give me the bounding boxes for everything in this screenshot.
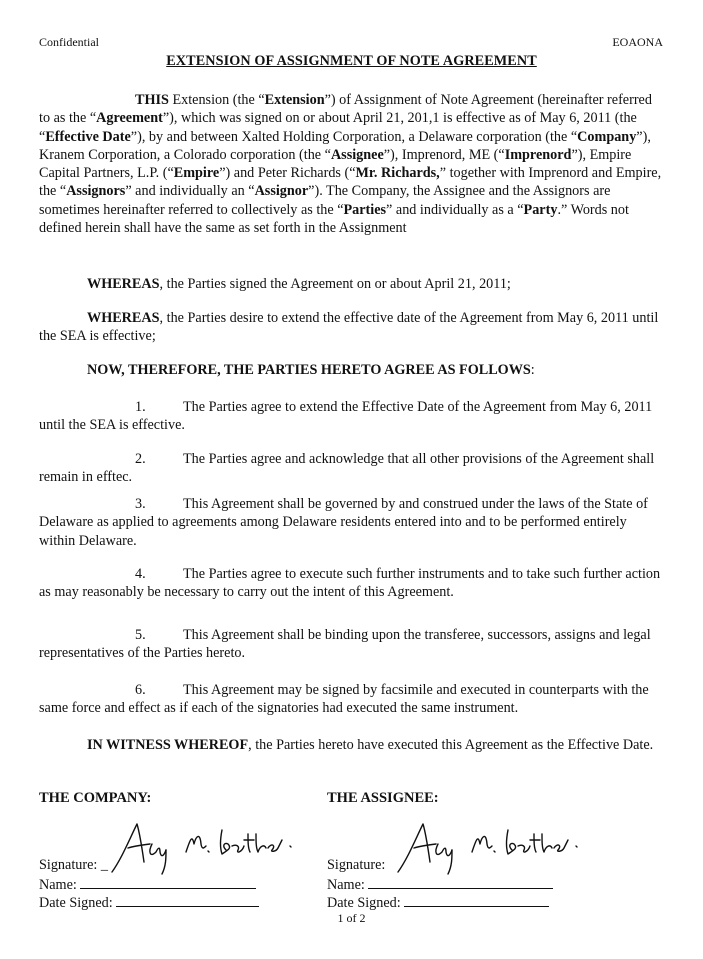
intro-text: ”), Imprenord, ME (“ bbox=[383, 146, 505, 163]
company-signature-field[interactable]: Signature: _ bbox=[39, 857, 108, 873]
witness-lead: IN WITNESS WHEREOF bbox=[87, 737, 249, 753]
confidential-label: Confidential bbox=[39, 35, 99, 49]
witness-text: , the Parties hereto have executed this Agreement as the Effective Date. bbox=[248, 737, 654, 753]
clause-2 bbox=[39, 450, 665, 487]
company-name-field[interactable]: Name: bbox=[39, 876, 256, 894]
clause-5 bbox=[39, 626, 665, 663]
defined-term: Effective Date bbox=[45, 128, 131, 145]
witness-paragraph bbox=[39, 736, 665, 754]
clause-3 bbox=[39, 495, 665, 550]
defined-term: Imprenord bbox=[504, 146, 572, 163]
clause-text: This Agreement shall be governed by and construed under the laws of the State of Delaware as applied to agreements among Delaware residents entered into and to be performed entirely within Delaware. bbox=[39, 496, 648, 549]
clause-number: 4. bbox=[135, 566, 146, 582]
now-therefore-lead: NOW, THEREFORE, THE PARTIES HERETO AGREE AS FOLLOWS bbox=[87, 362, 531, 378]
clause-number: 2. bbox=[135, 451, 146, 467]
document-code: EOAONA bbox=[612, 35, 663, 49]
assignee-handwritten-signature bbox=[390, 818, 580, 880]
intro-text: ” together with Imprenord and Empire, the “ bbox=[39, 165, 662, 200]
intro-text: ”). The Company, the Assignee and the Assignors are sometimes hereinafter referred to collectively as the “ bbox=[39, 183, 611, 218]
defined-term: Parties bbox=[343, 201, 387, 218]
assignee-name-field[interactable]: Name: bbox=[327, 876, 553, 894]
clause-number: 5. bbox=[135, 627, 146, 643]
defined-term: Assignee bbox=[330, 146, 384, 163]
whereas-lead: WHEREAS bbox=[87, 310, 160, 326]
intro-text: ”), Empire Capital Partners, L.P. (“ bbox=[39, 146, 632, 182]
defined-term: Extension bbox=[264, 92, 325, 108]
clause-text: The Parties agree to execute such further instruments and to take such further action as may reasonably be necessary to carry out the intent of this Agreement. bbox=[39, 566, 661, 601]
intro-text: ”), Kranem Corporation, a Colorado corporation (the “ bbox=[39, 128, 651, 163]
clause-6 bbox=[39, 681, 665, 718]
whereas-text: , the Parties desire to extend the effective date of the Agreement from May 6, 2011 until the SEA is effective; bbox=[39, 310, 659, 345]
clause-text: The Parties agree to extend the Effective Date of the Agreement from May 6, 2011 until the SEA is effective. bbox=[39, 399, 653, 434]
intro-text: .” Words not defined herein shall have the same as set forth in the Assignment bbox=[39, 201, 629, 237]
defined-term: THIS bbox=[135, 92, 169, 108]
intro-text: ” and individually as a “ bbox=[386, 201, 524, 218]
assignee-signature-field[interactable]: Signature: bbox=[327, 857, 386, 873]
defined-term: Agreement bbox=[96, 110, 163, 127]
defined-term: Mr. Richards, bbox=[355, 165, 440, 182]
company-handwritten-signature bbox=[104, 818, 294, 880]
page-number: 1 of 2 bbox=[337, 911, 366, 925]
clause-text: This Agreement may be signed by facsimile and executed in counterparts with the same force and effect as if each of the signatories had executed the same instrument. bbox=[39, 682, 649, 717]
clause-text: The Parties agree and acknowledge that all other provisions of the Agreement shall remain in efftec. bbox=[39, 451, 655, 486]
intro-text: ”), by and between Xalted Holding Corporation, a Delaware corporation (the “ bbox=[130, 128, 578, 145]
clause-number: 1. bbox=[135, 399, 146, 415]
clause-number: 3. bbox=[135, 496, 146, 512]
intro-text: ” and individually an “ bbox=[125, 183, 255, 200]
document-title: EXTENSION OF ASSIGNMENT OF NOTE AGREEMENT bbox=[166, 53, 537, 69]
defined-term: Empire bbox=[173, 165, 220, 182]
whereas-lead: WHEREAS bbox=[87, 276, 160, 292]
whereas-paragraph-1 bbox=[39, 275, 665, 293]
intro-text: Extension (the “ bbox=[168, 92, 265, 108]
intro-paragraph bbox=[39, 91, 665, 237]
defined-term: Party bbox=[523, 201, 558, 218]
assignee-heading: THE ASSIGNEE: bbox=[327, 790, 439, 806]
clause-number: 6. bbox=[135, 682, 146, 698]
defined-term: Assignor bbox=[254, 183, 309, 200]
defined-term: Assignors bbox=[66, 183, 126, 200]
clause-4 bbox=[39, 565, 665, 602]
intro-text: ”) of Assignment of Note Agreement (hereinafter referred to as the “ bbox=[39, 92, 652, 127]
defined-term: Company bbox=[577, 128, 637, 145]
assignee-date-field[interactable]: Date Signed: bbox=[327, 894, 549, 912]
intro-text: ”), which was signed on or about April 21, 201,1 is effective as of May 6, 2011 (the “ bbox=[39, 110, 637, 145]
whereas-paragraph-2 bbox=[39, 309, 665, 346]
company-date-field[interactable]: Date Signed: bbox=[39, 894, 259, 912]
company-heading: THE COMPANY: bbox=[39, 790, 152, 806]
clause-text: This Agreement shall be binding upon the transferee, successors, assigns and legal representatives of the Parties hereto. bbox=[39, 627, 651, 662]
whereas-text: , the Parties signed the Agreement on or about April 21, 2011; bbox=[159, 276, 511, 292]
clause-1 bbox=[39, 398, 665, 435]
intro-text: ”) and Peter Richards (“ bbox=[219, 165, 356, 182]
now-therefore-heading: NOW, THEREFORE, THE PARTIES HERETO AGREE AS FOLLOWS: bbox=[87, 362, 535, 378]
